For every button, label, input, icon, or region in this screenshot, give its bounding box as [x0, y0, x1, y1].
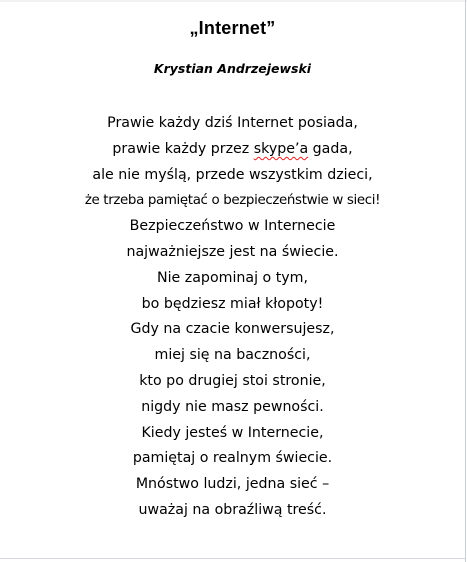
- poem-line-text: pamiętaj o realnym świecie.: [132, 450, 333, 467]
- poem-line-text: Bezpieczeństwo w Internecie: [129, 218, 336, 235]
- poem-line: [0, 395, 465, 421]
- misspelled-word[interactable]: skype’a: [253, 140, 309, 157]
- poem-line: [0, 266, 465, 292]
- poem-line: [0, 240, 465, 266]
- poem-line: [0, 421, 465, 447]
- page-bottom-edge: [0, 558, 465, 559]
- poem-line-text: Kiedy jesteś w Internecie,: [141, 424, 324, 441]
- poem-line: [0, 472, 465, 498]
- poem-line-text: ale nie myślą, przede wszystkim dzieci,: [92, 166, 373, 183]
- poem-line-text: nigdy nie masz pewności.: [141, 398, 324, 415]
- poem-line: [0, 317, 465, 343]
- poem-line: [0, 498, 465, 524]
- poem-line-text: najważniejsze jest na świecie.: [126, 243, 339, 260]
- poem-line: [0, 343, 465, 369]
- page-right-edge: [465, 0, 466, 562]
- poem-author: Krystian Andrzejewski: [153, 61, 312, 76]
- poem-line: [0, 111, 465, 137]
- poem-line-text: że trzeba pamiętać o bezpieczeństwie w sieci!: [84, 193, 381, 209]
- poem-line: [0, 446, 465, 472]
- poem-line-text: kto po drugiej stoi stronie,: [139, 372, 326, 389]
- poem-line-text: miej się na baczności,: [154, 347, 311, 364]
- poem-line: [0, 214, 465, 240]
- poem-line: [0, 163, 465, 189]
- poem-body: [0, 111, 465, 524]
- poem-line-text: Prawie każdy dziś Internet posiada,: [107, 115, 358, 131]
- poem-line-text: Mnóstwo ludzi, jedna sieć –: [135, 476, 330, 493]
- poem-line-text: Nie zapominaj o tym,: [157, 269, 308, 286]
- page-top-edge: [0, 0, 467, 2]
- poem-line: [0, 137, 465, 163]
- poem-line-text-before: prawie każdy przez: [112, 140, 254, 157]
- poem-line: [0, 292, 465, 318]
- poem-line-text: bo będziesz miał kłopoty!: [141, 295, 324, 312]
- poem-line: [0, 369, 465, 395]
- poem-line: [0, 188, 465, 214]
- poem-line-text-after: gada,: [308, 140, 353, 157]
- poem-line-text: Gdy na czacie konwersujesz,: [130, 321, 335, 338]
- poem-title: „Internet”: [189, 18, 276, 38]
- poem-line-text: uważaj na obraźliwą treść.: [138, 501, 327, 518]
